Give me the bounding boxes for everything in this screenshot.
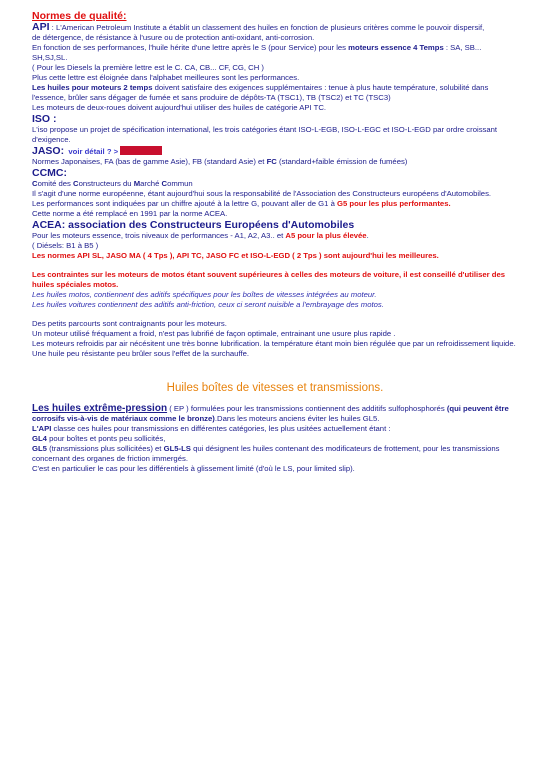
ccmc-expansion (32, 179, 518, 189)
moto-warning: Les contraintes sur les moteurs de motos étant souvent supérieures à celles des moteurs de voiture, il est conseillé d'utiliser des huiles spéciales motos. (32, 270, 506, 289)
ep-text-2b: classe ces huiles pour transmissions en différentes catégories, les plus usitées actuellement étant : (51, 424, 391, 433)
api-colon: : (49, 23, 56, 32)
spacer (32, 359, 518, 379)
api-text-1: L'American Petroleum Institute a établit un classement des huiles en fonction de plusieurs critères comme le pouvoir dispersif, (55, 23, 485, 32)
spacer (32, 261, 518, 270)
short-trip-text-1: Des petits parcourts sont contraignants pour les moteurs. (32, 319, 227, 328)
jaso-detail-link[interactable]: voir détail ? > (68, 147, 119, 156)
ccmc-heading: CCMC: (32, 167, 67, 179)
jaso-text-b: FC (266, 157, 277, 166)
jaso-text-c: (standard+faible émission de fumées) (276, 157, 408, 166)
gl4-text: pour boîtes et ponts peu sollicités, (46, 434, 166, 443)
api-text-4: ( Pour les Diesels la première lettre est le C. CA, CB... CF, CG, CH ) (32, 63, 264, 72)
ccmc-text-3: Cette norme a été remplacé en 1991 par la norme ACEA. (32, 209, 228, 218)
ccmc-letter-2: C (73, 179, 79, 188)
moto-note-1: Les huiles motos, contiennent des aditifs spécifiques pour les boîtes de vitesses intégrées au moteur. (32, 290, 377, 299)
ep-paragraph (32, 404, 518, 424)
api-text-3c: : SA, SB... SH,SJ,SL. (32, 43, 482, 62)
ep-text-3: C'est en particulier le cas pour les différentiels à glissement limité (d'où le LS, pour limited slip). (32, 464, 355, 473)
api-text-3a: En fonction de ses performances, l'huile hérite d'une lettre après le S (pour Service) pour les (32, 43, 349, 52)
short-trip-text-3: Les moteurs refroidis par air nécésitent une très bonne lubrification. la température étant moin bien régulée que par un refroidissement liquide. Une huile peu résistante peu brûler sous l'effet de la surchauffe. (32, 339, 516, 358)
ccmc-text-2b: G5 pour les plus performantes. (336, 199, 451, 208)
jaso-text (32, 157, 518, 167)
acea-text-1a: Pour les moteurs essence, trois niveaux de performances - A1, A2, A3.. et (32, 231, 286, 240)
ccmc-letter-1: C (32, 179, 38, 188)
redacted-block (120, 146, 162, 155)
ep-text-2a: L'API (32, 424, 52, 433)
gl4-line (32, 434, 518, 444)
jaso-heading: JASO: (32, 145, 65, 157)
section-title-gearbox: Huiles boîtes de vitesses et transmissions. (166, 382, 384, 394)
ep-text-1a: ( EP ) formulées pour les transmissions contiennent des additifs sulfophosphorés (167, 404, 447, 413)
gl5-line (32, 444, 518, 464)
acea-text-1b: A5 pour la plus élevée (285, 231, 367, 240)
jaso-heading-line (32, 145, 518, 157)
gl5-ls-label: GL5-LS (163, 444, 191, 453)
ccmc-text-2a: Les performances sont indiquées par un chiffre ajouté à la lettre G, pouvant aller de G1 à (32, 199, 337, 208)
acea-text-1c: . (366, 231, 369, 240)
gl5-text: (transmissions plus sollicitées) et (46, 444, 164, 453)
ccmc-word-4: ommun (167, 179, 193, 188)
gl5-label: GL5 (32, 444, 47, 453)
api-text-5: Plus cette lettre est éloignée dans l'alphabet meilleures sont les performances. (32, 73, 300, 82)
api-text-6b: doivent satisfaire des exigences supplémentaires : tenue à plus haute température, solubilité dans l'essence, brûler sans dégager de fumée et sans produire de dépôts-TA (TSC1), TB (TSC2) et TC (TSC3) (32, 83, 489, 102)
acea-text-1 (32, 231, 518, 241)
ccmc-letter-3: M (133, 179, 141, 188)
api-text-7: Les moteurs de deux-roues doivent aujourd'hui utiliser des huiles de catégorie API TC. (32, 103, 327, 112)
ep-heading: Les huiles extrême-pression (32, 403, 168, 414)
acea-text-3: Les normes API SL, JASO MA ( 4 Tps ), API TC, JASO FC et ISO-L-EGD ( 2 Tps ) sont aujourd'hui les meilleures. (32, 251, 439, 260)
gl4-label: GL4 (32, 434, 47, 443)
gl5-ls-text: qui désignent les huiles contenant des modificateurs de frottement, pour les transmissions concernant des organes de friction immergés. (32, 444, 500, 463)
spacer (32, 310, 518, 319)
moto-note-2: Les huiles voitures contiennent des aditifs anti-friction, ceux ci seront nuisible a l'embrayage des motos. (32, 300, 384, 309)
iso-heading: ISO : (32, 113, 57, 125)
ep-text-1c: .Dans les moteurs anciens éviter les huiles GL5. (214, 414, 380, 423)
api-text-6a: Les huiles pour moteurs 2 temps (32, 83, 153, 92)
ccmc-letter-4: C (161, 179, 168, 188)
api-heading: API (32, 21, 50, 33)
section-title-quality: Normes de qualité: (32, 10, 127, 22)
ccmc-text-2 (32, 199, 518, 209)
ep-text-2 (32, 424, 518, 434)
acea-text-2: ( Diésels: B1 à B5 ) (32, 241, 99, 250)
ep-text-1b: (qui peuvent être corrosifs vis-à-vis de matériaux comme le bronze) (32, 404, 509, 423)
document (32, 10, 518, 474)
jaso-text-a: Normes Japonaises, FA (bas de gamme Asie), FB (standard Asie) et (32, 157, 267, 166)
ccmc-word-3: arché (140, 179, 162, 188)
api-text-3b: moteurs essence 4 Temps (348, 43, 444, 52)
api-text-3 (32, 43, 518, 63)
short-trip-text-2: Un moteur utilisé fréquament a froid, n'est pas lubrifié de façon optimale, entrainant une usure plus rapide . (32, 329, 396, 338)
api-paragraph (32, 22, 518, 33)
acea-heading: ACEA: association des Constructeurs Européens d'Automobiles (32, 219, 355, 231)
api-text-2: de détergence, de résistance à l'usure ou de protection anti-oxidant, anti-corrosion. (32, 33, 315, 42)
ccmc-text-1: Il s'agit d'une norme européenne, étant aujourd'hui sous la responsabilité de l'Association des Constructeurs européens d'Automobiles. (32, 189, 492, 198)
iso-text: L'iso propose un projet de spécification international, les trois catégories étant ISO-L-EGB, ISO-L-EGC et ISO-L-EGD par ordre croissant d'exigence. (32, 125, 498, 144)
api-text-6 (32, 83, 518, 103)
ccmc-word-1: omité des (37, 179, 74, 188)
ccmc-word-2: onstructeurs du (78, 179, 134, 188)
